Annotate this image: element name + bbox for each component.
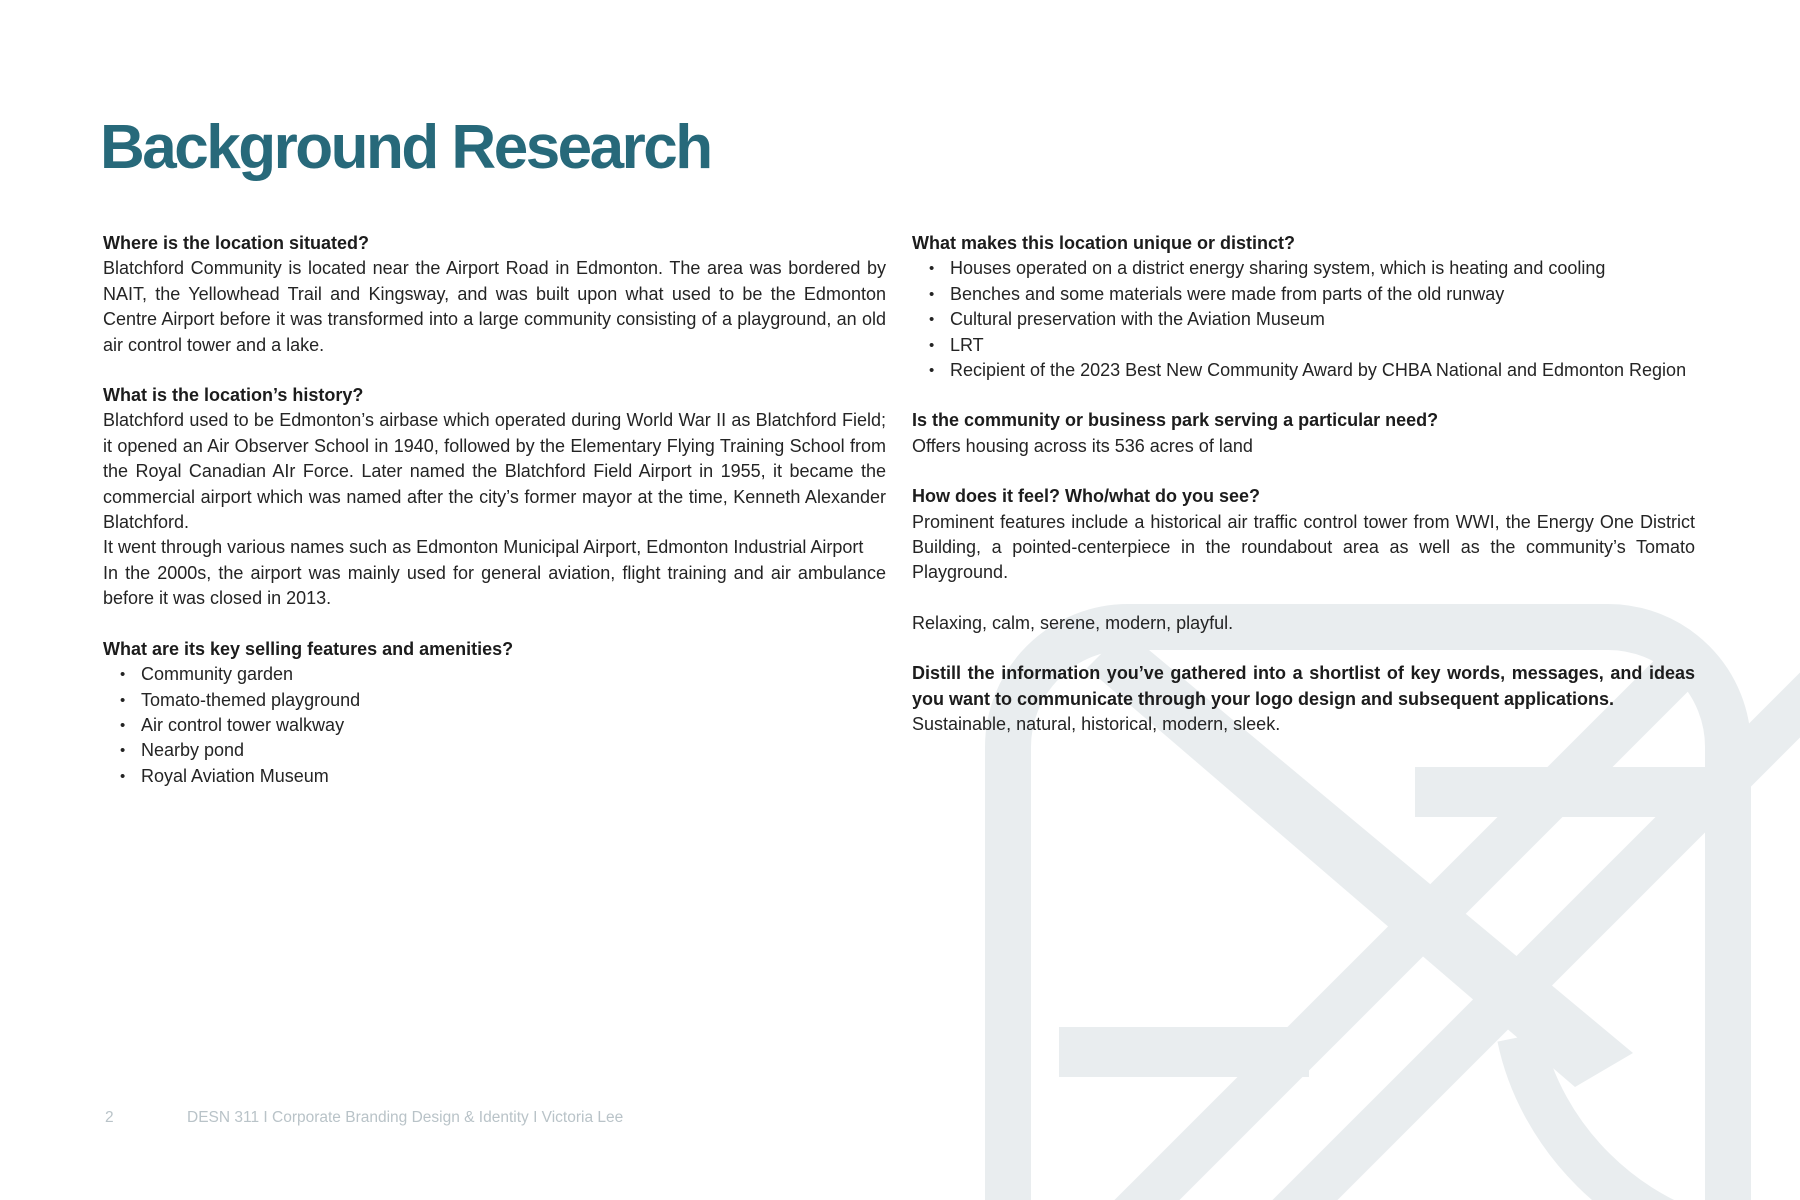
- right-column: [912, 231, 1695, 789]
- unique-list: [912, 256, 1695, 383]
- list-item: [103, 738, 886, 763]
- features-list: [103, 662, 886, 789]
- bullet-icon: •: [120, 716, 126, 734]
- section-heading: What makes this location unique or distinct?: [912, 233, 1296, 253]
- bullet-icon: •: [120, 742, 126, 760]
- section-location-history: [103, 383, 886, 612]
- list-item-text: Cultural preservation with the Aviation Museum: [950, 309, 1325, 330]
- list-item: [912, 282, 1695, 307]
- section-paragraph: Blatchford Community is located near the Airport Road in Edmonton. The area was bordered by NAIT, the Yellowhead Trail and Kingsway, and was built upon what used to be the Edmonton Centre Airport before it was transformed into a large community consisting of a playground, an old air control tower and a lake.: [103, 258, 886, 355]
- bullet-icon: •: [120, 666, 126, 684]
- left-column: [103, 231, 886, 789]
- section-selling-features: [103, 637, 886, 789]
- list-item-text: Nearby pond: [141, 740, 245, 761]
- section-heading: Where is the location situated?: [103, 233, 370, 253]
- section-paragraph: Sustainable, natural, historical, modern, sleek.: [912, 714, 1281, 735]
- distill-instruction: Distill the information you’ve gathered into a shortlist of key words, messages, and ideas you want to communicate through your logo design and subsequent applications.: [912, 663, 1695, 709]
- list-item: [103, 713, 886, 738]
- section-paragraph: Blatchford used to be Edmonton’s airbase which operated during World War II as Blatchford Field; it opened an Air Observer School in 1940, followed by the Elementary Flying Training School from the Royal Canadian AIr Force. Later named the Blatchford Field Airport in 1955, it became the commercial airport which was named after the city’s former mayor at the time, Kenneth Alexander Blatchford.: [103, 410, 886, 533]
- section-paragraph: Prominent features include a historical air traffic control tower from WWI, the Energy One District Building, a pointed-centerpiece in the roundabout area as well as the community’s Tomato Playground.: [912, 511, 1695, 583]
- list-item-text: Community garden: [141, 664, 294, 685]
- page-title: Background Research: [100, 113, 711, 182]
- list-item: [103, 688, 886, 713]
- bullet-icon: •: [929, 285, 935, 303]
- list-item: [912, 333, 1695, 358]
- bullet-icon: •: [929, 336, 935, 354]
- bullet-icon: •: [929, 362, 935, 380]
- list-item: [912, 256, 1695, 281]
- section-location-situated: [103, 231, 886, 358]
- bullet-icon: •: [120, 767, 126, 785]
- list-item-text: Royal Aviation Museum: [141, 765, 329, 786]
- section-heading: How does it feel? Who/what do you see?: [912, 486, 1261, 507]
- list-item: [912, 307, 1695, 332]
- section-how-does-it-feel: [912, 484, 1695, 586]
- section-particular-need: [912, 408, 1695, 459]
- list-item-text: Houses operated on a district energy sharing system, which is heating and cooling: [950, 258, 1606, 279]
- list-item-text: Benches and some materials were made from parts of the old runway: [950, 283, 1505, 304]
- section-unique-distinct: [912, 231, 1695, 383]
- bullet-icon: •: [929, 260, 935, 278]
- list-item: [103, 764, 886, 789]
- list-item: [103, 662, 886, 687]
- section-heading: Is the community or business park serving a particular need?: [912, 410, 1439, 431]
- list-item-text: Air control tower walkway: [141, 714, 345, 735]
- section-paragraph: Offers housing across its 536 acres of land: [912, 435, 1253, 456]
- section-feel-keywords: [912, 611, 1695, 636]
- bullet-icon: •: [120, 691, 126, 709]
- list-item-text: LRT: [950, 334, 984, 355]
- section-paragraph: Relaxing, calm, serene, modern, playful.: [912, 612, 1234, 633]
- section-distill-keywords: [912, 661, 1695, 737]
- section-paragraph: In the 2000s, the airport was mainly used for general aviation, flight training and air ambulance before it was closed in 2013.: [103, 562, 886, 609]
- content-columns: [103, 231, 1695, 789]
- section-heading: What are its key selling features and amenities?: [103, 638, 514, 659]
- list-item: [912, 358, 1695, 383]
- section-heading: What is the location’s history?: [103, 385, 364, 406]
- footer-course-credit: DESN 311 I Corporate Branding Design & Identity I Victoria Lee: [187, 1109, 624, 1126]
- bullet-icon: •: [929, 311, 935, 329]
- page-number: 2: [105, 1109, 114, 1126]
- list-item-text: Tomato-themed playground: [141, 689, 361, 710]
- list-item-text: Recipient of the 2023 Best New Community Award by CHBA National and Edmonton Region: [950, 360, 1687, 381]
- section-paragraph: It went through various names such as Edmonton Municipal Airport, Edmonton Industrial Airport: [103, 537, 864, 558]
